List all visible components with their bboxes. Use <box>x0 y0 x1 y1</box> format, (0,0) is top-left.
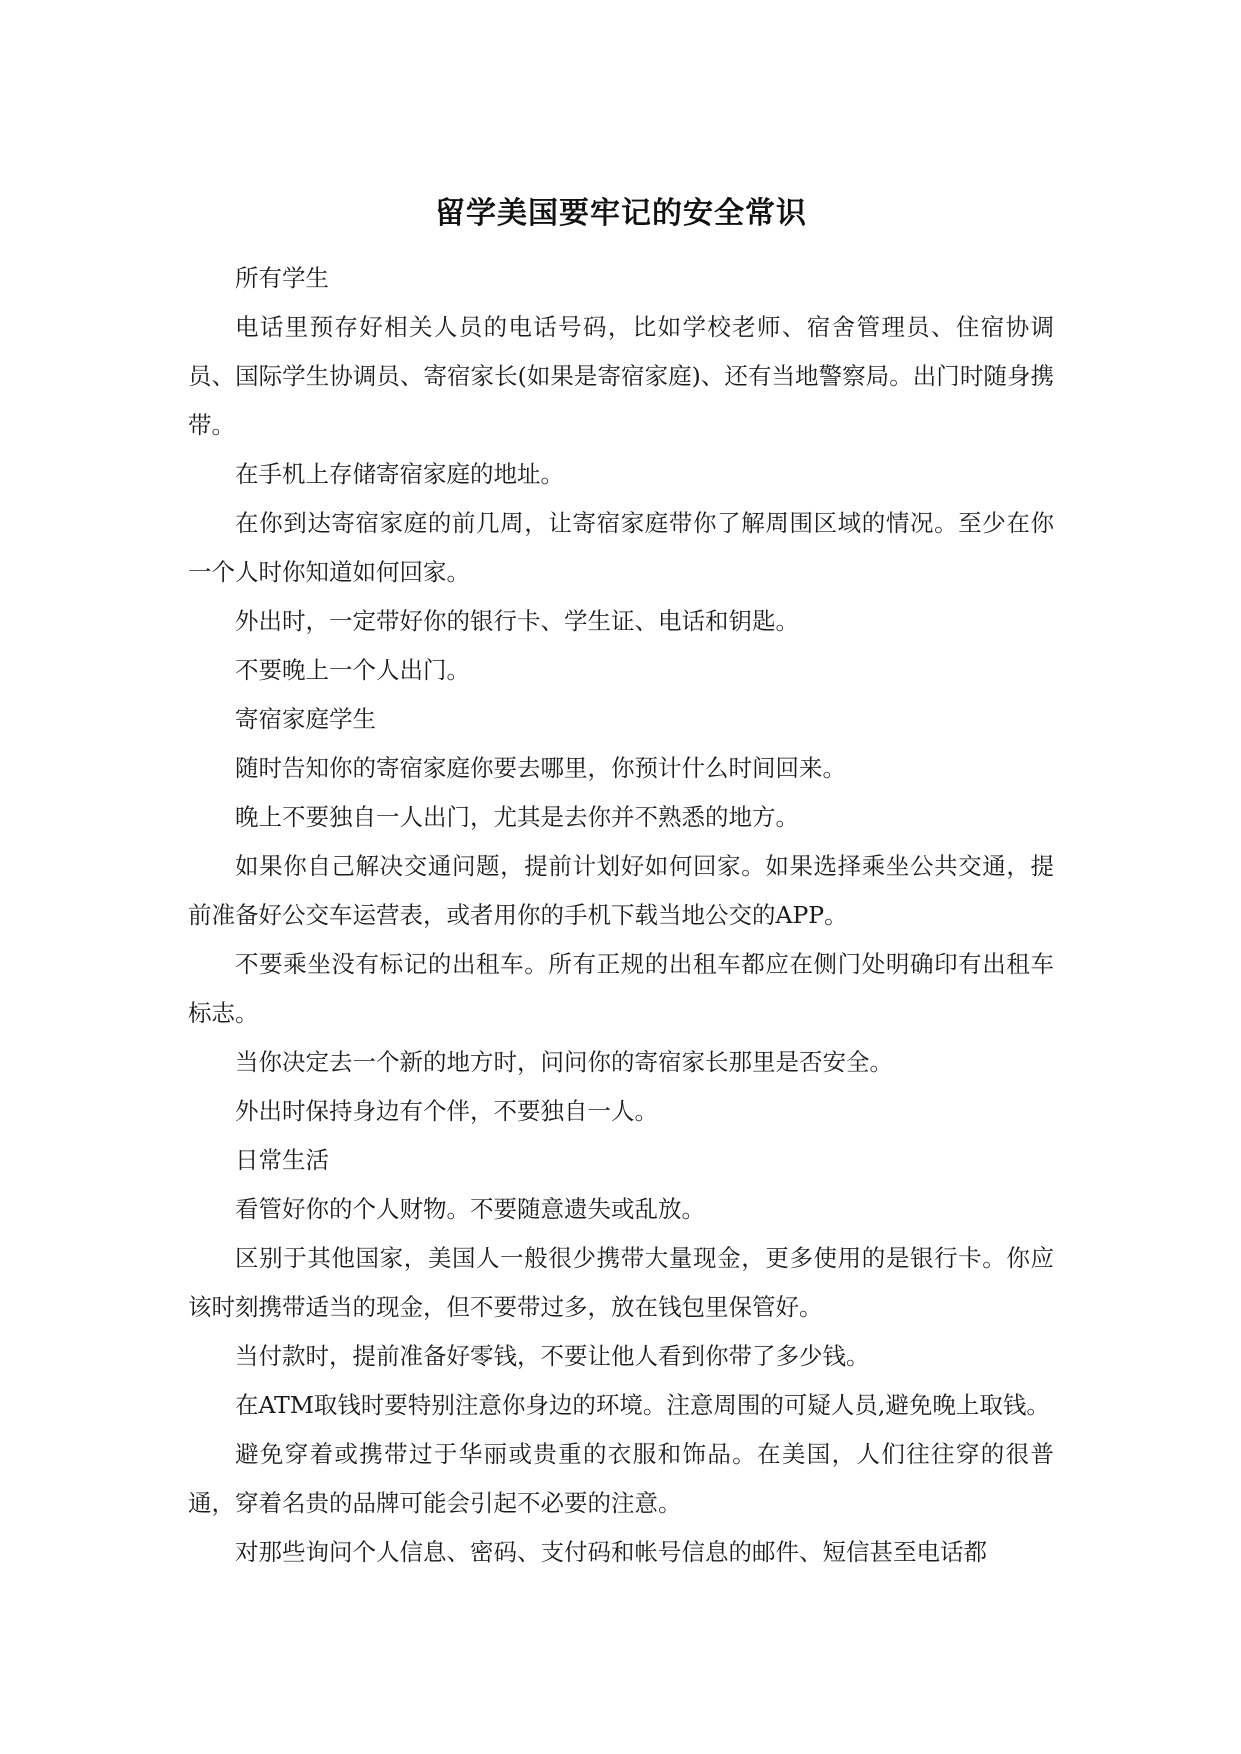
document-body <box>188 254 1054 1577</box>
paragraph: 电话里预存好相关人员的电话号码，比如学校老师、宿舍管理员、住宿协调员、国际学生协调员、寄宿家长(如果是寄宿家庭)、还有当地警察局。出门时随身携带。 <box>188 313 1054 439</box>
paragraph: 在手机上存储寄宿家庭的地址。 <box>235 460 564 488</box>
section-heading-all-students: 所有学生 <box>235 264 329 292</box>
paragraph: 晚上不要独自一人出门，尤其是去你并不熟悉的地方。 <box>235 803 799 831</box>
paragraph: 在ATM取钱时要特别注意你身边的环境。注意周围的可疑人员,避免晚上取钱。 <box>235 1391 1050 1419</box>
section-heading-daily-life: 日常生活 <box>235 1146 329 1174</box>
document-title: 留学美国要牢记的安全常识 <box>435 196 807 231</box>
paragraph: 当你决定去一个新的地方时，问问你的寄宿家长那里是否安全。 <box>235 1048 893 1076</box>
paragraph: 避免穿着或携带过于华丽或贵重的衣服和饰品。在美国，人们往往穿的很普通，穿着名贵的品牌可能会引起不必要的注意。 <box>188 1440 1054 1517</box>
paragraph: 外出时，一定带好你的银行卡、学生证、电话和钥匙。 <box>235 607 799 635</box>
paragraph: 不要晚上一个人出门。 <box>235 656 470 684</box>
paragraph: 不要乘坐没有标记的出租车。所有正规的出租车都应在侧门处明确印有出租车标志。 <box>188 950 1054 1027</box>
paragraph: 如果你自己解决交通问题，提前计划好如何回家。如果选择乘坐公共交通，提前准备好公交车运营表，或者用你的手机下载当地公交的APP。 <box>188 852 1054 929</box>
paragraph: 当付款时，提前准备好零钱，不要让他人看到你带了多少钱。 <box>235 1342 870 1370</box>
paragraph: 对那些询问个人信息、密码、支付码和帐号信息的邮件、短信甚至电话都 <box>235 1538 987 1566</box>
paragraph: 外出时保持身边有个伴，不要独自一人。 <box>235 1097 658 1125</box>
section-heading-homestay-students: 寄宿家庭学生 <box>235 705 376 733</box>
paragraph: 随时告知你的寄宿家庭你要去哪里，你预计什么时间回来。 <box>235 754 846 782</box>
document-page <box>188 188 1054 1577</box>
paragraph: 看管好你的个人财物。不要随意遗失或乱放。 <box>235 1195 705 1223</box>
paragraph: 在你到达寄宿家庭的前几周，让寄宿家庭带你了解周围区域的情况。至少在你一个人时你知道如何回家。 <box>188 509 1054 586</box>
paragraph: 区别于其他国家，美国人一般很少携带大量现金，更多使用的是银行卡。你应该时刻携带适当的现金，但不要带过多，放在钱包里保管好。 <box>188 1244 1054 1321</box>
